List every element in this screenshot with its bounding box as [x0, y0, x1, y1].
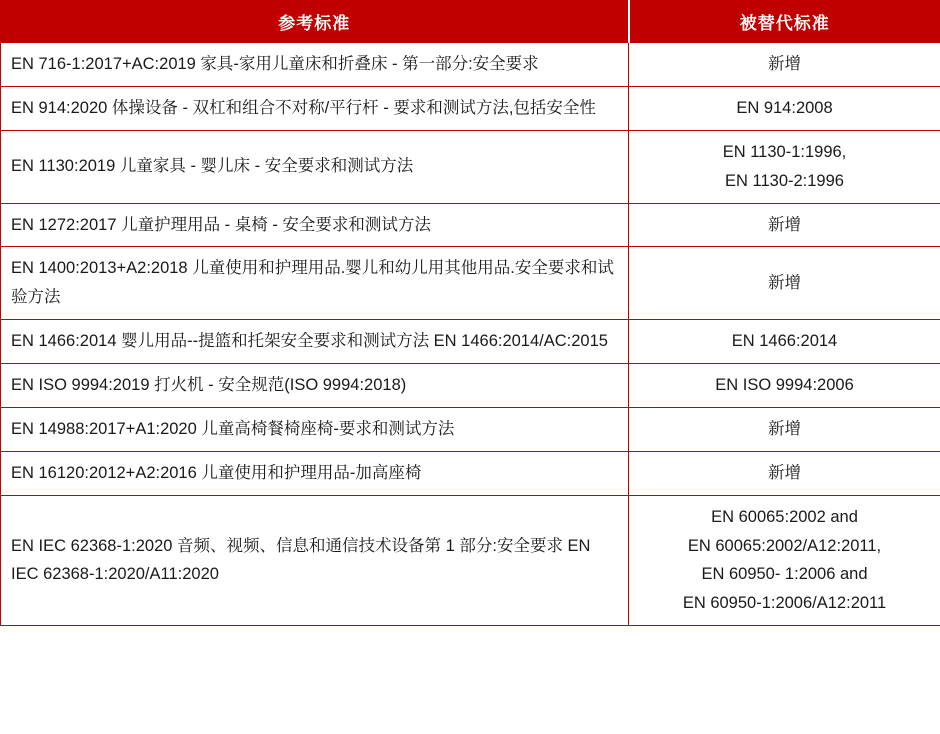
cell-superseded-standard: [629, 130, 940, 203]
cell-superseded-standard: [629, 495, 940, 626]
table-row: [1, 203, 940, 247]
superseded-line: EN 1130-2:1996: [725, 171, 844, 190]
table-row: [1, 320, 940, 364]
cell-reference-standard: EN 16120:2012+A2:2016 儿童使用和护理用品-加高座椅: [1, 451, 629, 495]
table-body: [1, 43, 940, 626]
cell-superseded-standard: [629, 203, 940, 247]
cell-reference-standard: EN 1130:2019 儿童家具 - 婴儿床 - 安全要求和测试方法: [1, 130, 629, 203]
table-header-row: [1, 1, 940, 43]
table-header: [1, 1, 940, 43]
superseded-line: 新增: [768, 55, 801, 73]
cell-superseded-standard: [629, 320, 940, 364]
cell-superseded-standard: [629, 247, 940, 320]
superseded-line: 新增: [768, 419, 801, 438]
superseded-line: EN 60065:2002/A12:2011,: [687, 536, 882, 555]
superseded-line: 新增: [768, 463, 801, 482]
superseded-line: EN 60065:2002 and: [711, 507, 858, 526]
table-row: [1, 86, 940, 130]
cell-superseded-standard: [629, 451, 940, 495]
superseded-line: EN 60950-1:2006/A12:2011: [682, 594, 887, 613]
cell-reference-standard: EN 14988:2017+A1:2020 儿童高椅餐椅座椅-要求和测试方法: [1, 407, 629, 451]
cell-superseded-standard: [629, 43, 940, 87]
cell-reference-standard: EN ISO 9994:2019 打火机 - 安全规范(ISO 9994:2018): [1, 364, 629, 408]
cell-superseded-standard: [629, 364, 940, 408]
cell-reference-standard: EN 716-1:2017+AC:2019 家具-家用儿童床和折叠床 - 第一部分:安全要求: [1, 43, 629, 87]
table-row: [1, 364, 940, 408]
table-row: [1, 495, 940, 626]
superseded-line: EN 914:2008: [736, 98, 833, 117]
superseded-line: EN ISO 9994:2006: [715, 376, 854, 394]
superseded-line: EN 60950- 1:2006 and: [701, 565, 868, 584]
column-header-superseded: 被替代标准: [629, 1, 940, 43]
cell-reference-standard: EN 1400:2013+A2:2018 儿童使用和护理用品.婴儿和幼儿用其他用品.安全要求和试验方法: [1, 247, 629, 320]
column-header-reference: 参考标准: [1, 1, 629, 43]
table-row: [1, 407, 940, 451]
superseded-line: EN 1466:2014: [731, 332, 838, 351]
cell-superseded-standard: [629, 407, 940, 451]
superseded-line: 新增: [768, 215, 801, 234]
cell-superseded-standard: [629, 86, 940, 130]
superseded-line: 新增: [768, 273, 801, 292]
cell-reference-standard: EN 914:2020 体操设备 - 双杠和组合不对称/平行杆 - 要求和测试方法,包括安全性: [1, 86, 629, 130]
table-row: [1, 43, 940, 87]
cell-reference-standard: EN 1466:2014 婴儿用品--提篮和托架安全要求和测试方法 EN 1466:2014/AC:2015: [1, 320, 629, 364]
cell-reference-standard: EN IEC 62368-1:2020 音频、视频、信息和通信技术设备第 1 部分:安全要求 EN IEC 62368-1:2020/A11:2020: [1, 495, 629, 626]
table-row: [1, 130, 940, 203]
cell-reference-standard: EN 1272:2017 儿童护理用品 - 桌椅 - 安全要求和测试方法: [1, 203, 629, 247]
table-row: [1, 451, 940, 495]
table-row: [1, 247, 940, 320]
superseded-line: EN 1130-1:1996,: [722, 142, 847, 161]
